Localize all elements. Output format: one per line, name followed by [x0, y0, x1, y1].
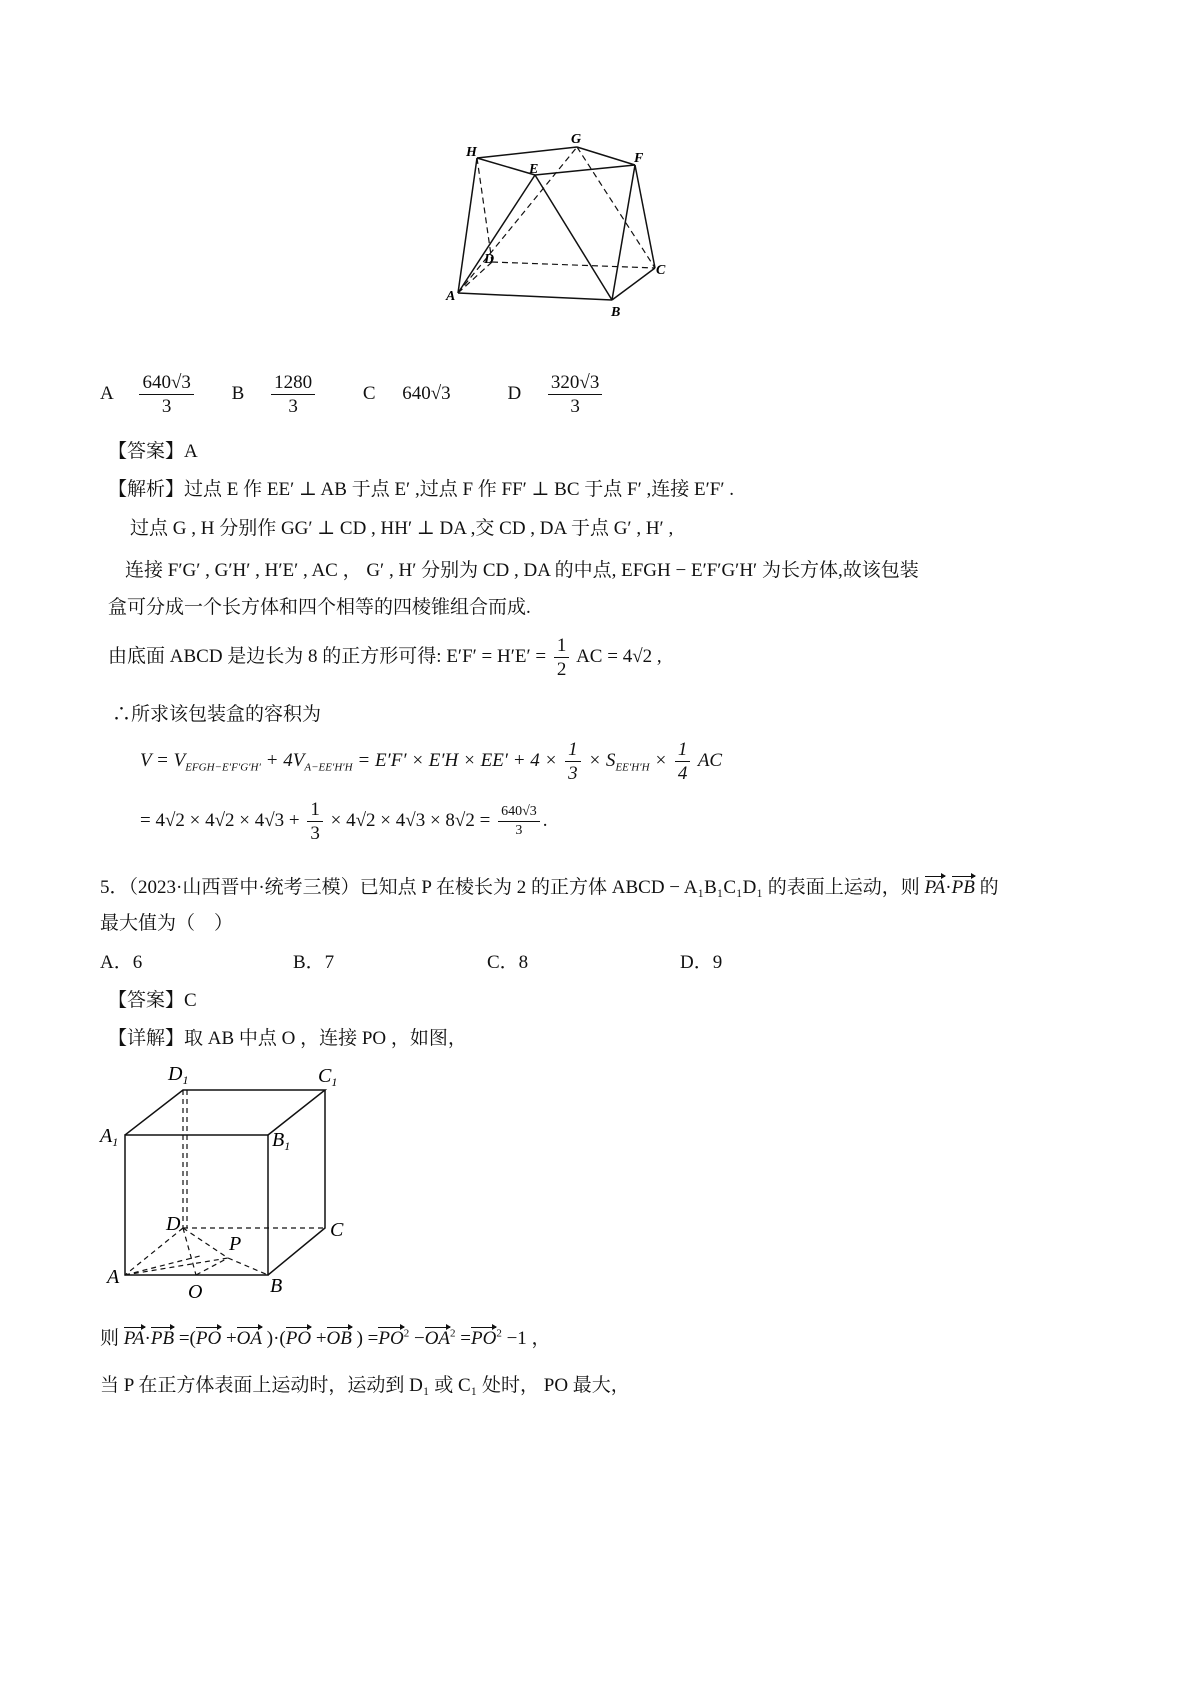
label-G: G: [571, 132, 582, 147]
analysis-line-4: 盒可分成一个长方体和四个相等的四棱锥组合而成.: [108, 597, 531, 618]
option-letter: C: [362, 382, 376, 404]
subscript: EE′H′H: [615, 761, 650, 774]
analysis-line-5: [108, 636, 662, 679]
denominator: 3: [310, 823, 320, 844]
text: +: [315, 1328, 327, 1349]
label-D: D: [484, 252, 495, 267]
label-B: B: [270, 1275, 283, 1297]
q5-option-b[interactable]: B．7: [293, 952, 335, 973]
text: 由底面 ABCD 是边长为 8 的正方形可得: E′F′ = H′E′ =: [108, 645, 547, 667]
label-E: E: [529, 162, 539, 177]
text: −: [413, 1328, 425, 1349]
text: AC = 4√2 ,: [576, 645, 662, 667]
text: =(: [178, 1328, 196, 1349]
vector-pa: PA: [123, 1328, 145, 1349]
label-D1: $D_1$: [168, 1063, 189, 1087]
exponent: 2: [403, 1327, 410, 1340]
label-C1: $C_1$: [318, 1065, 338, 1089]
label-A: A: [107, 1266, 120, 1288]
option-c[interactable]: [363, 383, 451, 404]
numerator: 1280: [271, 373, 315, 395]
option-d[interactable]: [507, 372, 605, 417]
q5-detail: 【详解】取 AB 中点 O ，连接 PO ，如图，: [108, 1028, 467, 1049]
label-D: D: [166, 1213, 181, 1235]
text: × S: [588, 749, 616, 771]
option-b[interactable]: [231, 372, 318, 417]
q5-option-c[interactable]: C．8: [487, 952, 529, 973]
analysis-line-2: 过点 G , H 分别作 GG′ ⊥ CD , HH′ ⊥ DA ,交 CD , DA 于点 G′ , H′ ,: [130, 518, 674, 539]
analysis-line-3: 连接 F′G′ , G′H′ , H′E′ , AC ， G′ , H′ 分别为 CD , DA 的中点, EFGH − E′F′G′H′ 为长方体,故该包装: [125, 560, 919, 581]
vector-oa: OA: [236, 1328, 262, 1349]
vector-pb: PB: [150, 1328, 175, 1349]
q5-option-d[interactable]: D．9: [680, 952, 723, 973]
label-O: O: [188, 1281, 203, 1303]
q5-stem-2: 最大值为（ ）: [100, 913, 234, 934]
numerator: 1: [565, 740, 581, 762]
vector-ob: OB: [326, 1328, 352, 1349]
text: =: [460, 1328, 471, 1349]
label-C: C: [330, 1219, 344, 1241]
label-A1: $A_1$: [100, 1125, 119, 1149]
option-letter: D: [507, 382, 522, 404]
numerator: 640√3: [498, 805, 540, 822]
numerator: 1: [554, 636, 570, 658]
vector-po: PO: [285, 1328, 312, 1349]
label-A: A: [446, 289, 456, 304]
option-letter: B: [231, 382, 245, 404]
text: ×: [654, 749, 668, 771]
denominator: 3: [515, 823, 523, 838]
text: ·: [945, 877, 952, 898]
text: 则: [100, 1328, 120, 1349]
text: × 4√2 × 4√3 × 8√2 =: [330, 809, 491, 831]
dot-product-equation: [100, 1327, 551, 1348]
text: )·(: [266, 1328, 286, 1349]
text: +: [225, 1328, 237, 1349]
vector-pa: PA: [924, 877, 946, 898]
numerator: 1: [675, 740, 691, 762]
text: + 4V: [265, 749, 305, 771]
label-B: B: [611, 305, 621, 320]
text: ) =: [356, 1328, 379, 1349]
denominator: 4: [677, 763, 688, 784]
denominator: 3: [570, 396, 580, 417]
text: ·: [144, 1328, 151, 1349]
text: AC: [697, 749, 723, 771]
label-P: P: [229, 1233, 242, 1255]
q5-stem: [100, 876, 999, 897]
vector-oa: OA: [424, 1328, 451, 1349]
text: = E′F′ × E′H × EE′ + 4 ×: [357, 749, 558, 771]
text: 的: [979, 877, 999, 898]
cube-figure: [0, 1050, 400, 1310]
q5-answer: 【答案】C: [108, 990, 197, 1011]
q4-answer: 【答案】A: [108, 441, 198, 462]
option-value: 640√3: [402, 382, 451, 404]
q4-options: [100, 373, 605, 416]
exponent: 2: [450, 1327, 456, 1340]
vector-po: PO: [471, 1328, 497, 1349]
text: = 4√2 × 4√2 × 4√3 +: [140, 809, 300, 831]
volume-equation-1: [140, 740, 722, 783]
text: V = V: [140, 749, 186, 771]
vector-po: PO: [378, 1328, 404, 1349]
label-H: H: [466, 145, 477, 160]
label-C: C: [656, 263, 666, 278]
analysis-line-6: ∴所求该包装盒的容积为: [112, 704, 322, 725]
exponent: 2: [496, 1327, 502, 1340]
denominator: 3: [288, 396, 298, 417]
option-letter: A: [100, 382, 113, 404]
denominator: 3: [568, 763, 578, 784]
numerator: 320√3: [548, 373, 602, 395]
vector-po: PO: [195, 1328, 222, 1349]
label-B1: $B_1$: [272, 1129, 291, 1153]
subscript: A−EE′H′H: [304, 761, 353, 774]
q5-option-a[interactable]: A．6: [100, 952, 143, 973]
subscript: EFGH−E′F′G′H′: [185, 761, 261, 774]
text: 5．（2023·山西晋中·统考三模）已知点 P 在棱长为 2 的正方体 ABCD − A₁B₁C₁D₁ 的表面上运动，则: [100, 877, 920, 898]
label-F: F: [634, 151, 644, 166]
text: −1 ，: [506, 1328, 551, 1349]
packaging-box-figure: [0, 0, 1200, 340]
numerator: 1: [307, 800, 323, 822]
numerator: 640√3: [139, 373, 193, 395]
analysis-line-1: 【解析】过点 E 作 EE′ ⊥ AB 于点 E′ ,过点 F 作 FF′ ⊥ BC 于点 F′ ,连接 E′F′ .: [108, 479, 734, 500]
option-a[interactable]: [100, 372, 197, 417]
denominator: 3: [161, 396, 172, 417]
volume-equation-2: [140, 800, 548, 843]
q5-conclusion: 当 P 在正方体表面上运动时，运动到 D₁ 或 C₁ 处时， PO 最大，: [100, 1375, 630, 1396]
vector-pb: PB: [951, 877, 975, 898]
denominator: 2: [556, 659, 567, 680]
text: .: [542, 809, 548, 831]
